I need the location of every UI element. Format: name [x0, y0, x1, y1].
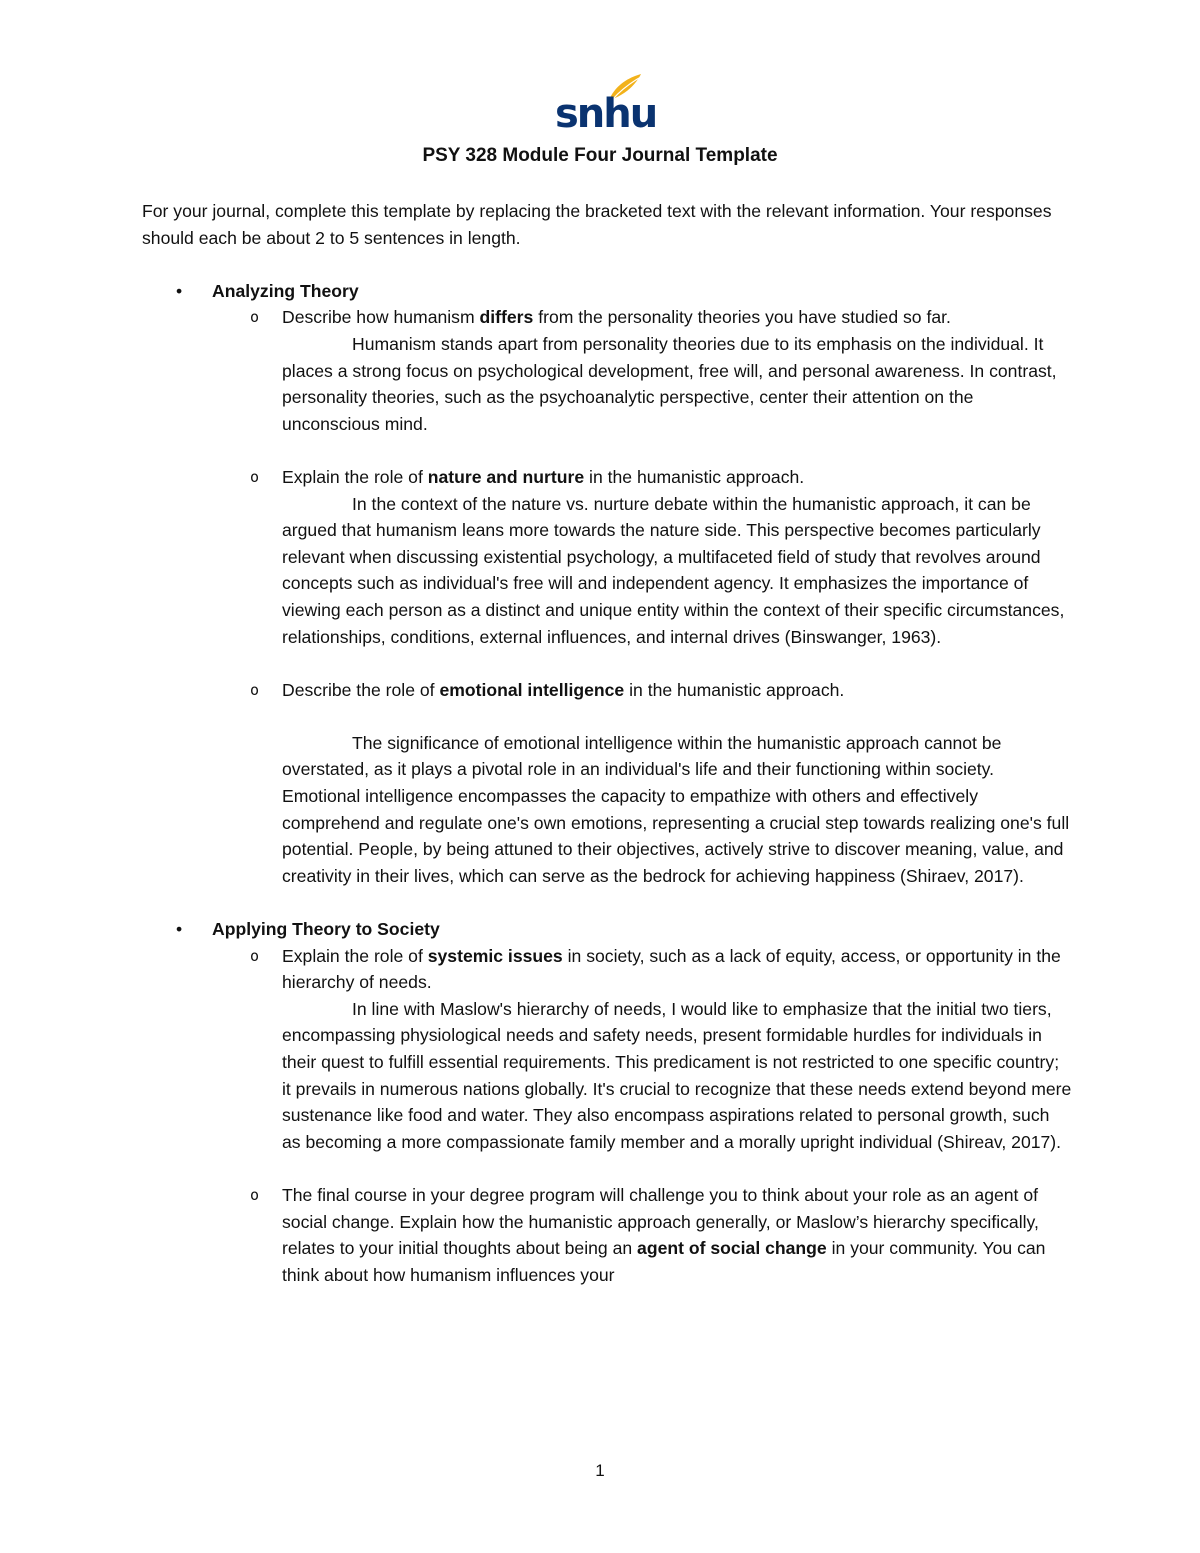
sub-bullet-icon: o: [250, 467, 260, 486]
section-heading-text: Analyzing Theory: [212, 280, 359, 301]
answer-nature-nurture: In the context of the nature vs. nurture debate within the humanistic approach, it can be argued that humanism leans more towards the nature side. This perspective becomes particularly relevant when discussing existential psychology, a multifaceted field of study that revolves around concepts such as individual's free will and independent agency. It emphasizes the importance of viewing each person as a distinct and unique entity within the context of their specific circumstances, relationships, conditions, external influences, and internal drives (Binswanger, 1963).: [282, 493, 1065, 647]
question-social-change: o The final course in your degree program will challenge you to think about your role as an agent of social change. Explain how the humanistic approach generally, or Maslow’s hierarchy specifically, relates to your initial thoughts about being an agent of social change in your community. You can think about how humanism influences your: [142, 1182, 1072, 1288]
section-heading-text: Applying Theory to Society: [212, 919, 440, 940]
document-body: [142, 198, 1072, 1288]
bullet-icon: •: [176, 280, 183, 301]
sub-bullet-icon: o: [250, 680, 260, 699]
answer-differs: Humanism stands apart from personality theories due to its emphasis on the individual. It places a strong focus on psychological development, free will, and personal awareness. In contrast, personality theories, such as the psychoanalytic perspective, center their attention on the unconscious mind.: [282, 333, 1057, 434]
question-differs: o Describe how humanism differs from the personality theories you have studied so far.: [142, 304, 1072, 331]
snhu-logo: [555, 72, 657, 137]
question-systemic-issues: o Explain the role of systemic issues in society, such as a lack of equity, access, or opportunity in the hierarchy of needs.: [142, 943, 1072, 996]
intro-paragraph: For your journal, complete this template by replacing the bracketed text with the relevant information. Your responses should each be about 2 to 5 sentences in length.: [142, 201, 1052, 248]
question-emotional-intelligence: o Describe the role of emotional intelligence in the humanistic approach.: [142, 677, 1072, 704]
question-nature-nurture: o Explain the role of nature and nurture in the humanistic approach.: [142, 464, 1072, 491]
answer-emotional-intelligence: The significance of emotional intelligence within the humanistic approach cannot be overstated, as it plays a pivotal role in an individual's life and their functioning within society. Emotional intelligence encompasses the capacity to empathize with others and effectively comprehend and regulate one's own emotions, representing a crucial step towards realizing one's full potential. People, by being attuned to their objectives, actively strive to discover meaning, value, and creativity in their lives, which can serve as the bedrock for achieving happiness (Shiraev, 2017).: [282, 732, 1070, 886]
page-number: 1: [595, 1461, 605, 1480]
answer-systemic-issues: In line with Maslow's hierarchy of needs, I would like to emphasize that the initial two tiers, encompassing physiological needs and safety needs, present formidable hurdles for individuals in their quest to fulfill essential requirements. This predicament is not restricted to one specific country; it prevails in numerous nations globally. It's crucial to recognize that these needs extend beyond mere sustenance like food and water. They also encompass aspirations related to personal growth, such as becoming a more compassionate family member and a morally upright individual (Shireav, 2017).: [282, 998, 1072, 1152]
sub-bullet-icon: o: [250, 308, 260, 327]
section-heading-analyzing-theory: [142, 278, 1072, 305]
sub-bullet-icon: o: [250, 1185, 260, 1204]
sub-bullet-icon: o: [250, 946, 260, 965]
section-heading-applying-theory: [142, 916, 1072, 943]
bullet-icon: •: [176, 919, 183, 940]
page-title: PSY 328 Module Four Journal Template: [422, 145, 778, 166]
logo-wordmark: snhu: [555, 91, 657, 137]
